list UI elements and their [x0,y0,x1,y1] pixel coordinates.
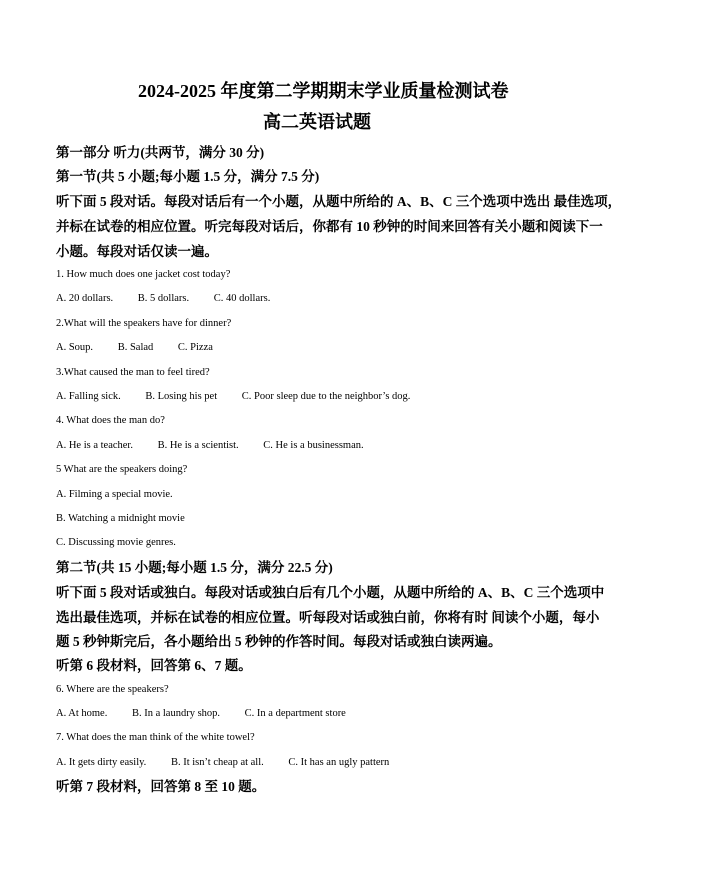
option-c: C. In a department store [244,708,346,719]
option-a: A. It gets dirty easily. [56,757,147,768]
option-c: C. 40 dollars. [213,293,271,304]
question-2-options [56,341,213,355]
question-4-options [56,439,364,453]
material-7-heading: 听第 7 段材料，回答第 8 至 10 题。 [56,779,266,794]
material-6-heading: 听第 6 段材料，回答第 6、7 题。 [56,658,252,673]
question-5-option-c: C. Discussing movie genres. [56,537,176,548]
question-3: 3.What caused the man to feel tired? [56,367,210,378]
option-b: B. He is a scientist. [157,440,239,451]
option-a: A. He is a teacher. [56,440,133,451]
section1-heading: 第一节(共 5 小题;每小题 1.5 分，满分 7.5 分) [56,169,320,184]
option-a: A. 20 dollars. [56,293,114,304]
section1-instruction-line: 并标在试卷的相应位置。听完每段对话后，你都有 10 秒钟的时间来回答有关小题和阅读下一 [56,219,603,234]
question-5-option-a: A. Filming a special movie. [56,489,173,500]
question-7-options [56,756,389,770]
question-5-option-b: B. Watching a midnight movie [56,513,185,524]
section1-instruction-line: 小题。每段对话仅读一遍。 [56,244,218,259]
question-2: 2.What will the speakers have for dinner? [56,318,232,329]
option-a: A. At home. [56,708,108,719]
option-b: B. It isn’t cheap at all. [170,757,264,768]
option-c: C. He is a businessman. [263,440,364,451]
option-b: B. 5 dollars. [137,293,190,304]
question-1-options [56,292,270,306]
option-c: C. Pizza [177,342,213,353]
section2-instruction-line: 听下面 5 段对话或独白。每段对话或独白后有几个小题，从题中所给的 A、B、C 三个选项中 [56,585,605,600]
question-1: 1. How much does one jacket cost today? [56,269,231,280]
option-c: C. Poor sleep due to the neighbor’s dog. [241,391,411,402]
question-7: 7. What does the man think of the white towel? [56,732,255,743]
part1-heading: 第一部分 听力(共两节，满分 30 分) [56,145,265,160]
question-5: 5 What are the speakers doing? [56,464,188,475]
question-4: 4. What does the man do? [56,415,165,426]
option-b: B. Salad [117,342,154,353]
question-6-options [56,707,346,721]
section1-instruction-line: 听下面 5 段对话。每段对话后有一个小题，从题中所给的 A、B、C 三个选项中选出 最佳选项， [56,194,622,209]
option-b: B. Losing his pet [145,391,218,402]
option-a: A. Soup. [56,342,94,353]
option-a: A. Falling sick. [56,391,121,402]
section2-instruction-line: 题 5 秒钟斯完后，各小题给出 5 秒钟的作答时间。每段对话或独白读两遍。 [56,634,502,649]
section2-heading: 第二节(共 15 小题;每小题 1.5 分，满分 22.5 分) [56,560,333,575]
question-6: 6. Where are the speakers? [56,684,169,695]
exam-subtitle: 高二英语试题 [263,112,371,132]
exam-title: 2024-2025 年度第二学期期末学业质量检测试卷 [138,81,509,101]
question-3-options [56,390,410,404]
option-c: C. It has an ugly pattern [288,757,390,768]
option-b: B. In a laundry shop. [131,708,221,719]
section2-instruction-line: 选出最佳选项，并标在试卷的相应位置。听每段对话或独白前，你将有时 间读个小题，每小 [56,610,600,625]
